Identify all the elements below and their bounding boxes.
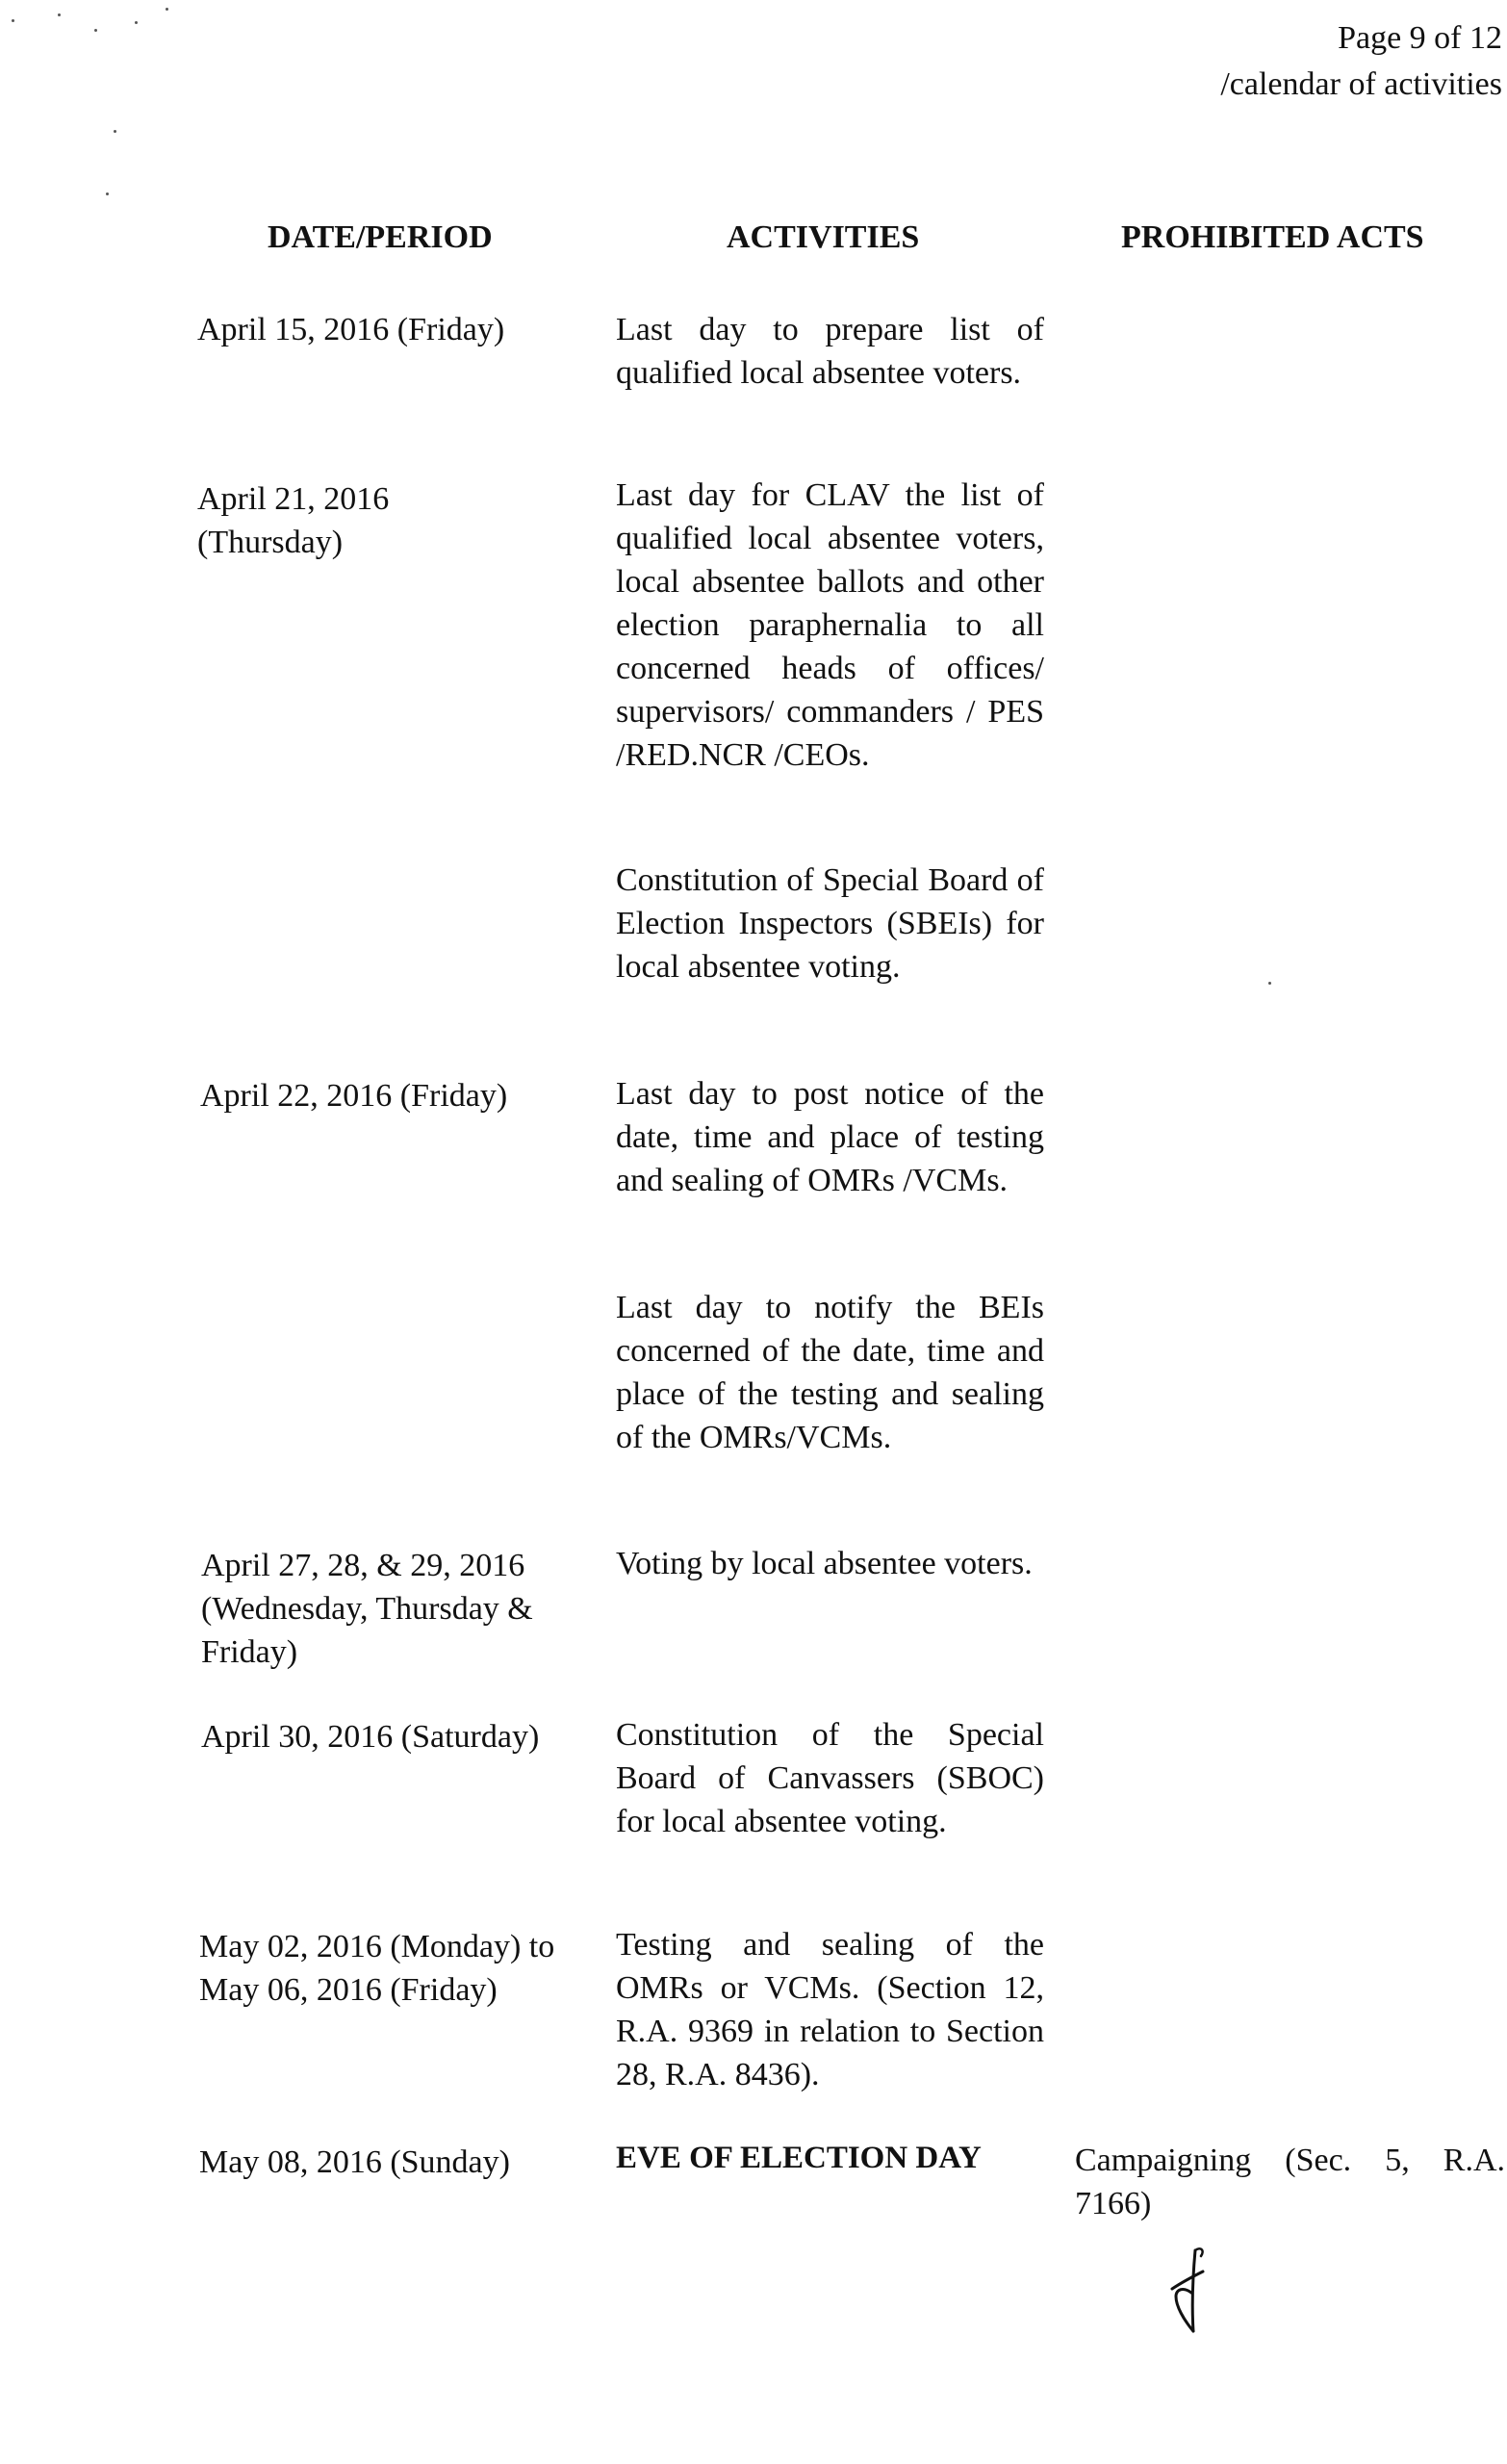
scan-speck [106,192,109,195]
scan-speck [94,29,97,32]
entry-date: April 22, 2016 (Friday) [200,1078,508,1114]
scan-speck [58,13,61,16]
entry-activity-eve-of-election: EVE OF ELECTION DAY [616,2141,982,2175]
entry-activity: Last day to prepare list of qualified local absentee voters. [616,312,1044,391]
document-subtitle: /calendar of activities [1220,66,1502,102]
entry-activity: Testing and sealing of the OMRs or VCMs. (Section 12, R.A. 9369 in relation to Section 28, R.A. 8436). [616,1927,1044,2092]
entry-prohibited-act: Campaigning (Sec. 5, R.A. 7166) [1075,2143,1505,2221]
entry-activity: Voting by local absentee voters. [616,1546,1033,1581]
page-number: Page 9 of 12 [1338,20,1502,56]
scan-speck [166,8,168,11]
handwritten-initials-icon [1155,2243,1222,2339]
entry-date: May 08, 2016 (Sunday) [199,2144,510,2180]
entry-activity: Constitution of the Special Board of Canvassers (SBOC) for local absentee voting. [616,1717,1044,1839]
activities-header: ACTIVITIES [727,219,920,255]
entry-activity: Last day for CLAV the list of qualified local absentee voters, local absentee ballots and other election paraphernalia to all concerned heads of offices/ supervisors/ commanders / PES /RED.NCR /CEOs. [616,477,1044,773]
entry-date: April 21, 2016 (Thursday) [197,481,390,560]
entry-date: May 02, 2016 (Monday) to May 06, 2016 (Friday) [199,1929,555,2008]
date-period-header: DATE/PERIOD [268,219,493,255]
scan-speck [135,21,138,24]
scan-speck [12,19,14,22]
scan-speck [1268,982,1271,985]
entry-date: April 30, 2016 (Saturday) [201,1719,540,1755]
entry-activity: Last day to notify the BEIs concerned of the date, time and place of the testing and sealing of the OMRs/VCMs. [616,1290,1044,1455]
prohibited-acts-header: PROHIBITED ACTS [1121,219,1424,255]
scan-speck [114,130,116,133]
column-headers [0,219,1507,268]
entry-date: April 27, 28, & 29, 2016 (Wednesday, Thursday & Friday) [201,1548,533,1670]
entry-activity: Constitution of Special Board of Election Inspectors (SBEIs) for local absentee voting. [616,862,1044,985]
entry-activity: Last day to post notice of the date, time and place of testing and sealing of OMRs /VCMs. [616,1076,1044,1198]
entry-date: April 15, 2016 (Friday) [197,312,505,347]
page-header [1220,15,1502,108]
